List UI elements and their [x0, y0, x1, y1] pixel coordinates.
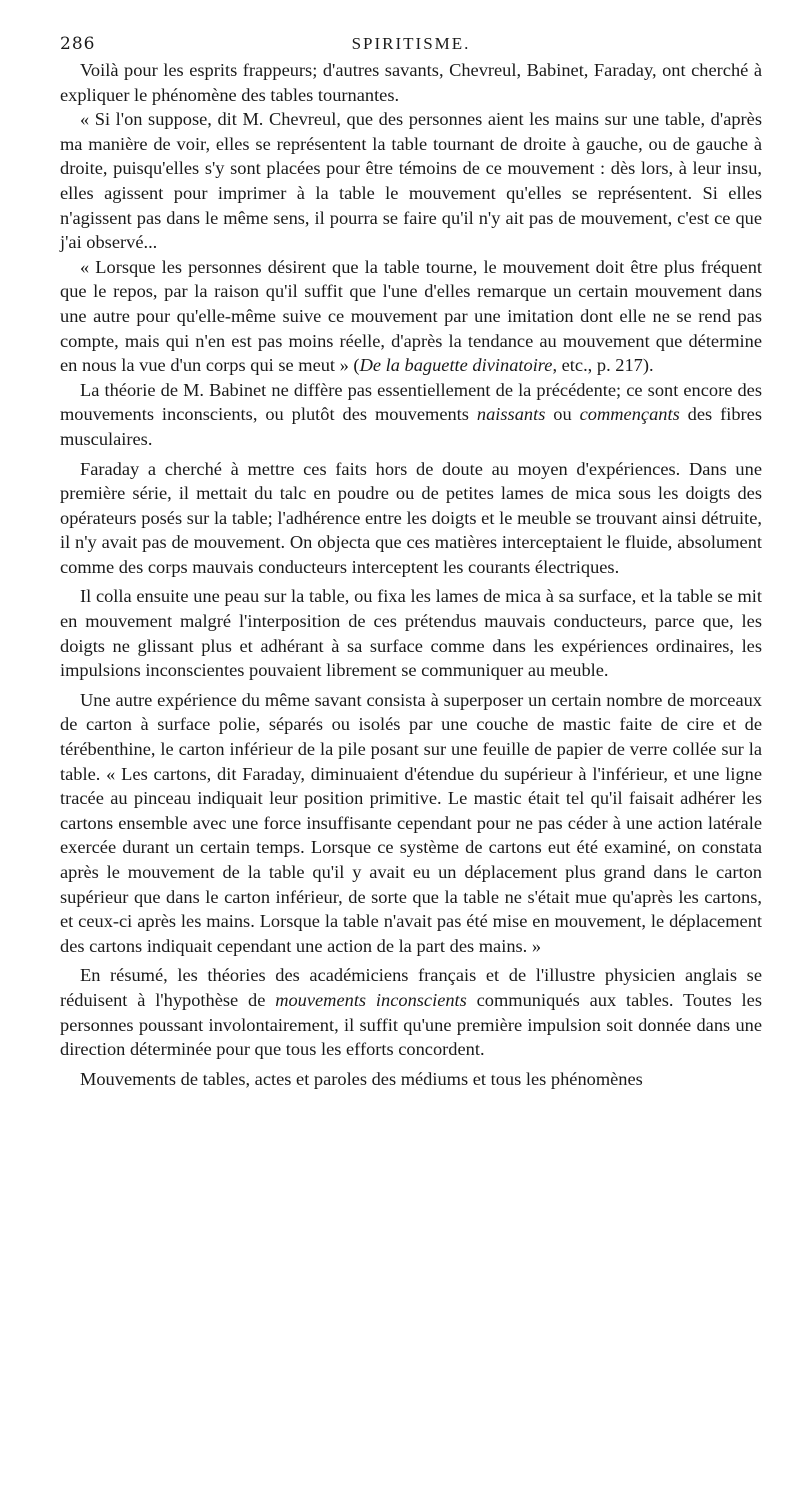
running-title: SPIRITISME. — [351, 34, 471, 53]
italic-term: naissants — [476, 404, 546, 425]
text-span: ou — [545, 404, 580, 425]
paragraph-7-faraday-cartons: Une autre expérience du même savant consista à superposer un certain nombre de morceaux de carton à surface polie, séparés ou isolés par une couche de mastic faite de cire et de térébenthine, le carton inférieur de la pile posant sur une feuille de papier de verre collée sur la table. « Les cartons, dit Faraday, diminuaient d'étendue du supérieur à l'inférieur, et une ligne tracée au pinceau indiquait leur position primitive. Le mastic était tel qu'il faisait adhérer les cartons ensemble avec une force insuffisante cependant pour ne pas céder à une action latérale exercée durant un certain temps. Lorsque ce système de cartons eut été examiné, on constata après le mouvement de la table qu'il y avait eu un déplacement plus grand dans le carton supérieur que dans le carton inférieur, de sorte que la table ne s'était mue qu'après les cartons, et ceux-ci après les mains. Lorsque la table n'avait pas été mise en mouvement, le déplacement des cartons indiquait cependant une action de la part des mains. » — [60, 689, 762, 956]
paragraph-4-babinet — [60, 378, 762, 452]
page-number: 286 — [60, 34, 96, 54]
running-head — [60, 30, 762, 56]
paragraph-2-chevreul-quote: « Si l'on suppose, dit M. Chevreul, que des personnes aient les mains sur une table, d'après ma manière de voir, elles se représentent la table tournant de droite à gauche, ou de gauche à droite, puisqu'elles s'y sont placées pour être témoins de ce mouvement : dès lors, à leur insu, elles agissent pour imprimer à la table le mouvement qu'elles se représentent. Si elles n'agissent pas dans le même sens, il pourra se faire qu'il n'y ait pas de mouvement, c'est ce que j'ai observé... — [60, 109, 762, 253]
paragraph-9: Mouvements de tables, actes et paroles des médiums et tous les phénomènes — [80, 1068, 643, 1089]
text-span: La théorie de M. Babinet ne diffère pas essentiellement de la précédente; ce sont encore des mouvements inconscients, ou plutôt des mouvements — [60, 379, 762, 425]
paragraph-6-faraday-peau: Il colla ensuite une peau sur la table, ou fixa les lames de mica à sa surface, et la table se mit en mouvement malgré l'interposition de ces prétendus mauvais conducteurs, parce que, les doigts ne glissant plus et adhérant à sa surface comme dans les expériences ordinaires, les impulsions inconscientes pouvaient librement se communiquer au meuble. — [60, 586, 762, 681]
book-title-italic: De la baguette divinatoire — [359, 355, 553, 376]
text-span: , etc., p. 217). — [552, 355, 654, 376]
paragraph-1: Voilà pour les esprits frappeurs; d'autres savants, Chevreul, Babinet, Faraday, ont cherché à expliquer le phénomène des tables tournantes. — [60, 60, 762, 105]
body-text — [60, 58, 762, 1091]
text-span: En résumé, les théories des académiciens français et de l'illustre physicien anglais se réduisent à l'hypothèse de — [60, 965, 762, 1010]
text-span: des fibres musculaires. — [60, 404, 762, 449]
text-span: communiqués aux tables. Toutes les personnes poussant involontairement, il suffit qu'une première impulsion soit donnée dans une direction déterminée pour que tous les efforts concordent. — [60, 989, 762, 1060]
italic-term: mouvements inconscients — [275, 989, 467, 1010]
italic-term: commençants — [579, 404, 680, 425]
paragraph-3-chevreul-quote-cont — [60, 255, 762, 378]
paragraph-5-faraday: Faraday a cherché à mettre ces faits hors de doute au moyen d'expériences. Dans une première série, il mettait du talc en poudre ou de petites lames de mica sous les doigts des opérateurs posés sur la table; l'adhérence entre les doigts et le meuble se trouvant ainsi détruite, il n'y avait pas de mouvement. On objecta que ces matières interceptaient le fluide, absolument comme des corps mauvais conducteurs interceptent les courants électriques. — [60, 458, 762, 577]
paragraph-8-resume — [60, 963, 762, 1061]
text-span: « Lorsque les personnes désirent que la table tourne, le mouvement doit être plus fréquent que le repos, par la raison qu'il suffit que l'une d'elles remarque un certain mouvement dans une autre pour qu'elle-même suive ce mouvement par une imitation dont elle ne se rend pas compte, mais qui n'en est pas moins réelle, d'après la tendance au mouvement que détermine en nous la vue d'un corps qui se meut » ( — [60, 256, 762, 376]
